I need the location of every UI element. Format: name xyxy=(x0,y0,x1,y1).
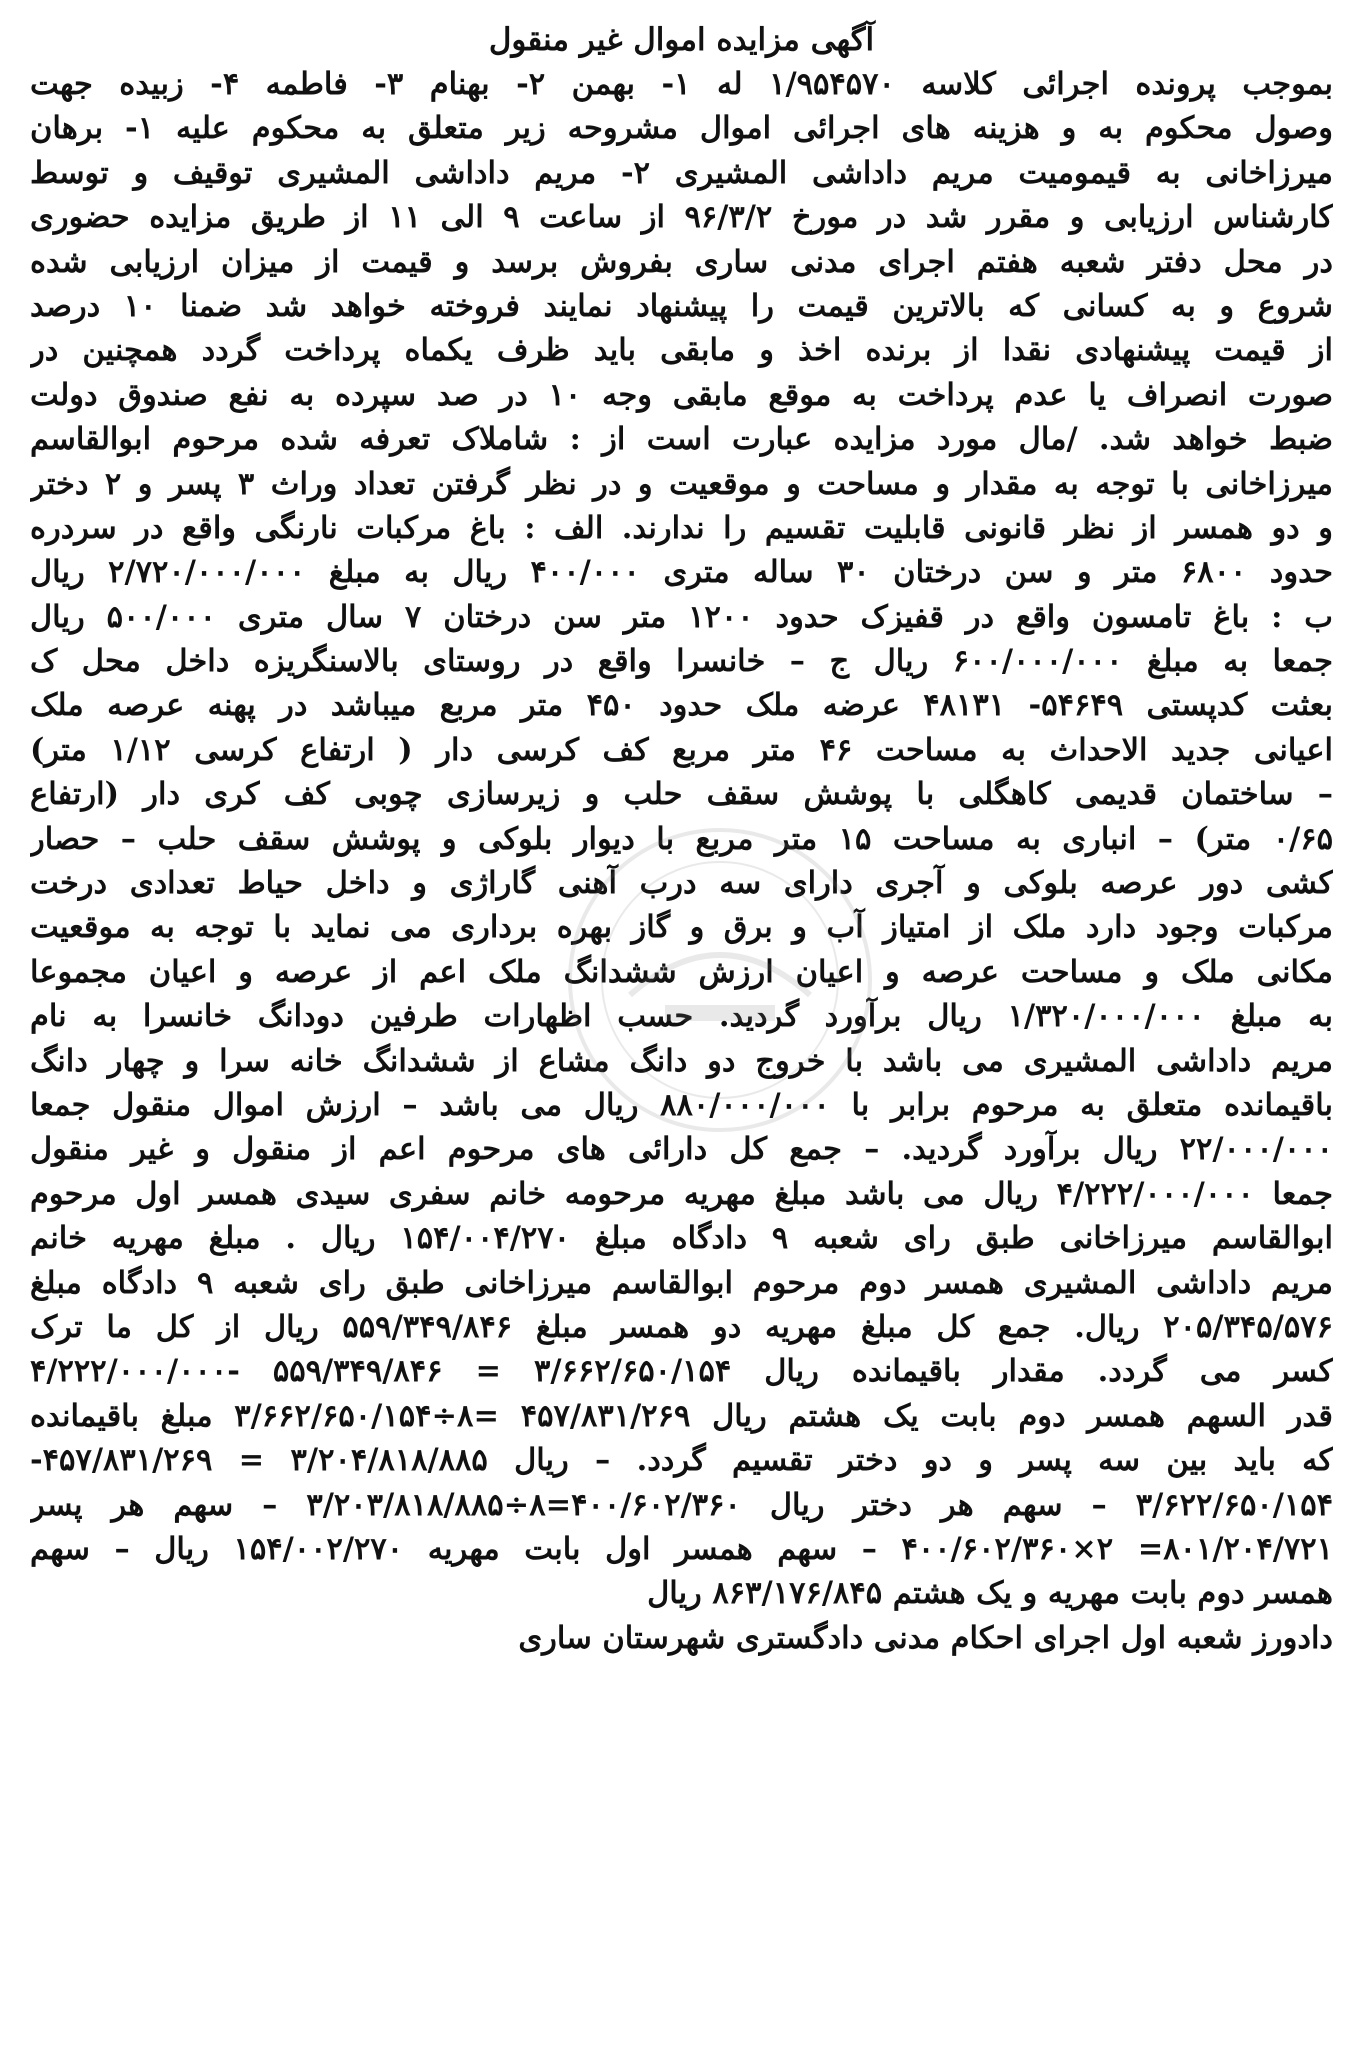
body-line: مریم داداشی المشیری می باشد با خروج دو دانگ مشاع از ششدانگ خانه سرا و چهار دانگ xyxy=(30,1042,1333,1079)
body-line: مریم داداشی المشیری همسر دوم مرحوم ابوالقاسم میرزاخانی طبق رای شعبه ۹ دادگاه مبلغ xyxy=(30,1264,1333,1301)
body-line: وصول محکوم به و هزینه های اجرائی اموال مشروحه زیر متعلق به محکوم علیه ۱- برهان xyxy=(30,110,1333,147)
body-line: میرزاخانی به قیمومیت مریم داداشی المشیری ۲- مریم داداشی المشیری توقیف و توسط xyxy=(30,154,1333,191)
body-line: و دو همسر از نظر قانونی قابلیت تقسیم را ندارند. الف : باغ مرکبات نارنگی واقع در سردره xyxy=(30,509,1333,546)
body-line: ضبط خواهد شد. /مال مورد مزایده عبارت است از : شاملاک تعرفه شده مرحوم ابوالقاسم xyxy=(30,421,1333,458)
body-line: مرکبات وجود دارد ملک از امتیاز آب و برق و گاز بهره برداری می نماید با توجه به موقعیت xyxy=(30,909,1333,946)
body-line: ۳/۶۲۲/۶۵۰/۱۵۴ – سهم هر دختر ریال ۴۰۰/۶۰۲/۳۶۰=۸÷۳/۲۰۳/۸۱۸/۸۸۵ – سهم هر پسر xyxy=(30,1486,1333,1523)
notice-body xyxy=(30,62,1333,1616)
signature-line: دادورز شعبه اول اجرای احکام مدنی دادگستری شهرستان ساری xyxy=(518,1619,1333,1656)
body-line: بموجب پرونده اجرائی کلاسه ۱/۹۵۴۵۷۰ له ۱- بهمن ۲- بهنام ۳- فاطمه ۴- زبیده جهت xyxy=(30,66,1333,102)
body-line: کشی دور عرصه بلوکی و آجری دارای سه درب آهنی گاراژی و داخل حیاط تعدادی درخت xyxy=(30,865,1333,902)
body-line: ۲۲/۰۰۰/۰۰۰ ریال برآورد گردید. – جمع کل دارائی های مرحوم اعم از منقول و غیر منقول xyxy=(30,1131,1333,1168)
body-line: به مبلغ ۱/۳۲۰/۰۰۰/۰۰۰ ریال برآورد گردید. حسب اظهارات طرفین دودانگ خانسرا به نام xyxy=(30,998,1333,1035)
body-line: در محل دفتر شعبه هفتم اجرای مدنی ساری بفروش برسد و قیمت از میزان ارزیابی شده xyxy=(30,243,1333,280)
body-line: صورت انصراف یا عدم پرداخت به موقع مابقی وجه ۱۰ در صد سپرده به نفع صندوق دولت xyxy=(30,376,1333,413)
notice-title: آگهی مزایده اموال غیر منقول xyxy=(488,22,875,58)
body-line: ۰/۶۵ متر) – انباری به مساحت ۱۵ متر مربع با دیوار بلوکی و پوشش سقف حلب – حصار xyxy=(30,820,1333,857)
body-line: کارشناس ارزیابی و مقرر شد در مورخ ۹۶/۳/۲ از ساعت ۹ الی ۱۱ از طریق مزایده حضوری xyxy=(30,199,1333,236)
body-line: همسر دوم بابت مهریه و یک هشتم ۸۶۳/۱۷۶/۸۴۵ ریال xyxy=(647,1575,1333,1612)
body-line: – ساختمان قدیمی کاهگلی با پوشش سقف حلب و زیرسازی چوبی کف کری دار (ارتفاع xyxy=(30,776,1333,813)
body-line: مکانی ملک و مساحت عرصه و اعیان ارزش ششدانگ ملک اعم از عرصه و اعیان مجموعا xyxy=(30,953,1333,990)
body-line: ب : باغ تامسون واقع در قفیزک حدود ۱۲۰۰ متر سن درختان ۷ سال متری ۵۰۰/۰۰۰ ریال xyxy=(30,598,1333,635)
body-line: جمعا ۴/۲۲۲/۰۰۰/۰۰۰ ریال می باشد مبلغ مهریه مرحومه خانم سفری سیدی همسر اول مرحوم xyxy=(30,1175,1333,1212)
body-line: ۲۰۵/۳۴۵/۵۷۶ ریال. جمع کل مبلغ مهریه دو همسر مبلغ ۵۵۹/۳۴۹/۸۴۶ ریال از کل ما ترک xyxy=(30,1308,1333,1345)
body-line: شروع و به کسانی که بالاترین قیمت را پیشنهاد نمایند فروخته خواهد شد ضمنا ۱۰ درصد xyxy=(30,287,1333,324)
body-line: جمعا به مبلغ ۶۰۰/۰۰۰/۰۰۰ ریال ج – خانسرا واقع در روستای بالاسنگریزه داخل محل ک xyxy=(30,643,1333,680)
body-line: حدود ۶۸۰۰ متر و سن درختان ۳۰ ساله متری ۴۰۰/۰۰۰ ریال به مبلغ ۲/۷۲۰/۰۰۰/۰۰۰ ریال xyxy=(30,554,1333,591)
body-line: که باید بین سه پسر و دو دختر تقسیم گردد. – ریال ۳/۲۰۴/۸۱۸/۸۸۵ = ۴۵۷/۸۳۱/۲۶۹- xyxy=(30,1442,1333,1479)
body-line: کسر می گردد. مقدار باقیمانده ریال ۳/۶۶۲/۶۵۰/۱۵۴ = ۵۵۹/۳۴۹/۸۴۶ -۴/۲۲۲/۰۰۰/۰۰۰ xyxy=(30,1353,1333,1390)
body-line: از قیمت پیشنهادی نقدا از برنده اخذ و مابقی باید ظرف یکماه پرداخت گردد همچنین در xyxy=(30,332,1333,369)
body-line: میرزاخانی با توجه به مقدار و مساحت و موقعیت و در نظر گرفتن تعداد وراث ۳ پسر و ۲ دختر xyxy=(30,465,1333,502)
body-line: ابوالقاسم میرزاخانی طبق رای شعبه ۹ دادگاه مبلغ ۱۵۴/۰۰۴/۲۷۰ ریال . مبلغ مهریه خانم xyxy=(30,1220,1333,1257)
body-line: قدر السهم همسر دوم بابت یک هشتم ریال ۴۵۷/۸۳۱/۲۶۹ =۸÷۳/۶۶۲/۶۵۰/۱۵۴ مبلغ باقیمانده xyxy=(30,1397,1333,1434)
body-line: اعیانی جدید الاحداث به مساحت ۴۶ متر مربع کف کرسی دار ( ارتفاع کرسی ۱/۱۲ متر) xyxy=(30,731,1333,768)
body-line: باقیمانده متعلق به مرحوم برابر با ۸۸۰/۰۰۰/۰۰۰ ریال می باشد – ارزش اموال منقول جمعا xyxy=(30,1086,1333,1123)
auction-notice xyxy=(30,0,1333,2049)
body-line: ۸۰۱/۲۰۴/۷۲۱= ۲×۴۰۰/۶۰۲/۳۶۰ – سهم همسر اول بابت مهریه ۱۵۴/۰۰۲/۲۷۰ ریال – سهم xyxy=(30,1530,1333,1567)
body-line: بعثت کدپستی ۵۴۶۴۹- ۴۸۱۳۱ عرضه ملک حدود ۴۵۰ متر مربع میباشد در پهنه عرصه ملک xyxy=(30,687,1333,724)
